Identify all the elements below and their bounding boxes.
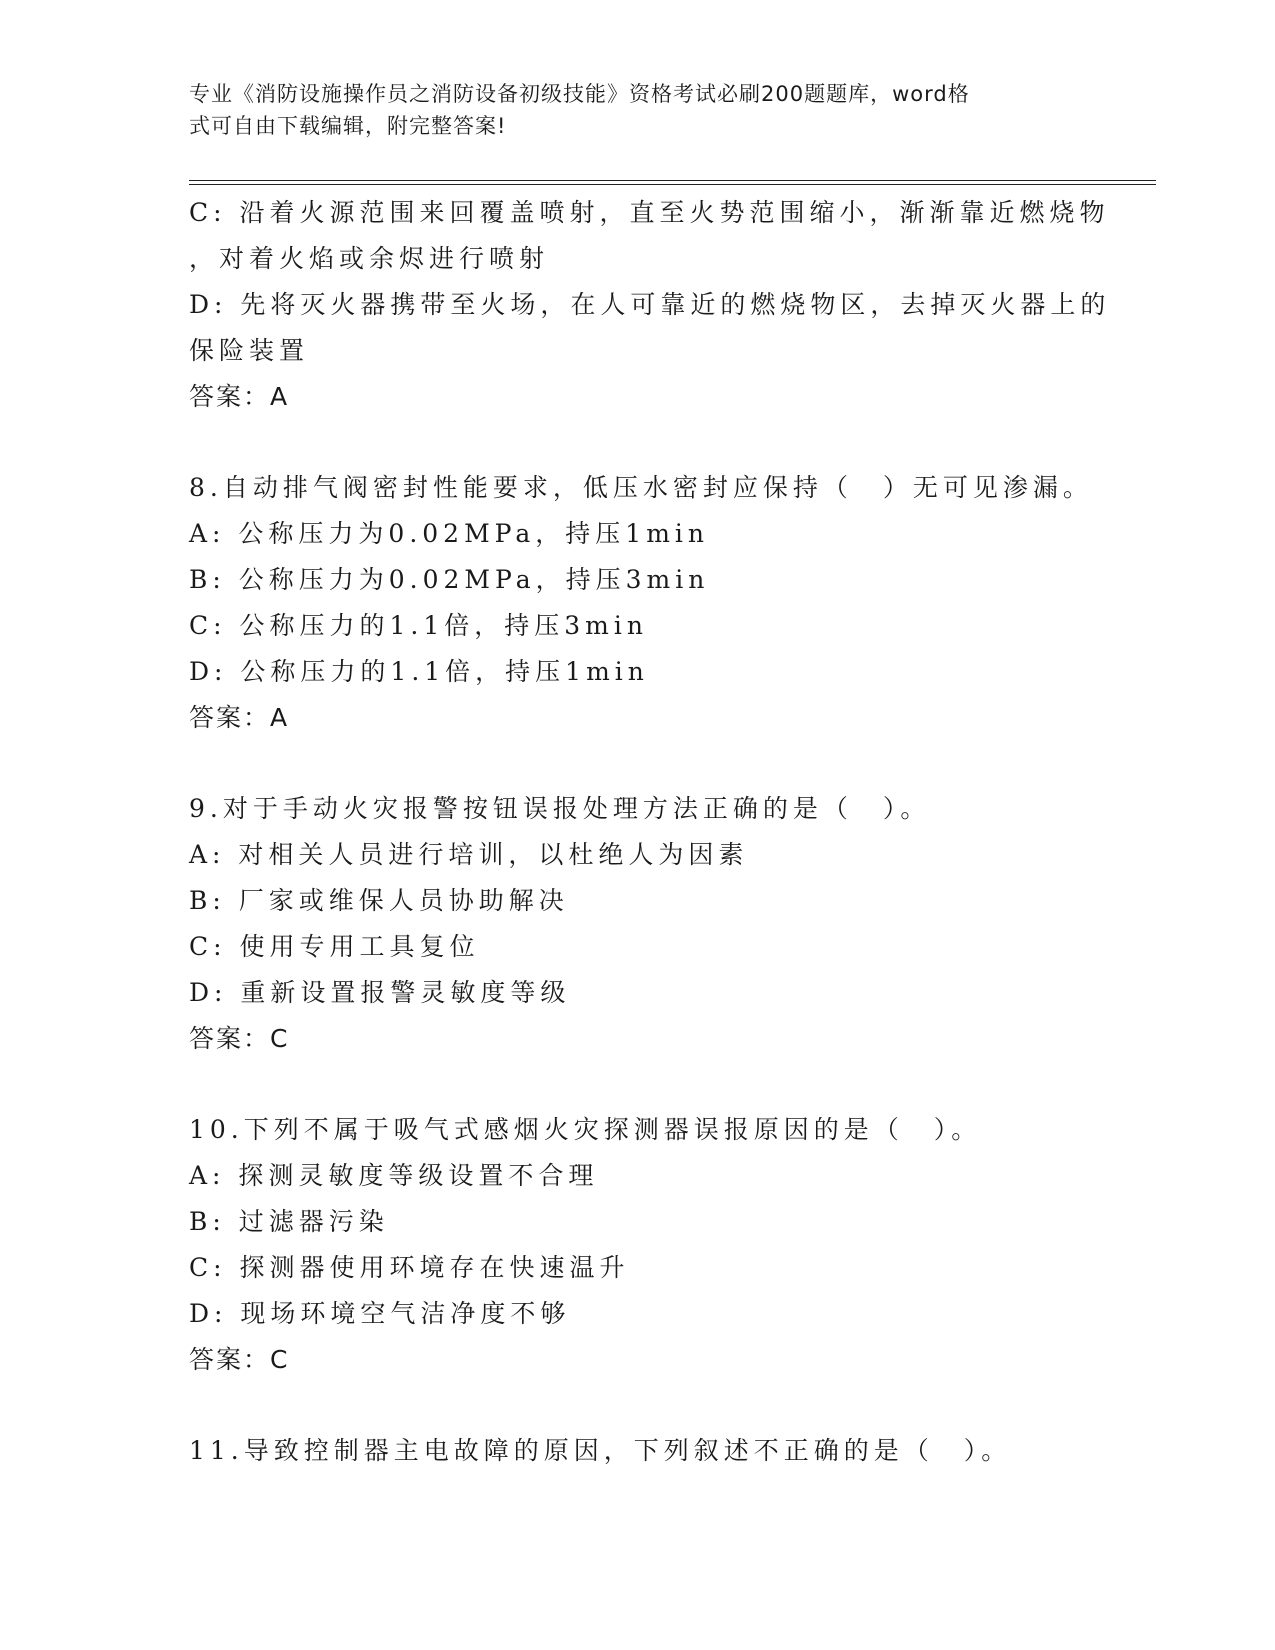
question-text: 9.对于手动火灾报警按钮误报处理方法正确的是（ ）。 [189, 794, 931, 823]
option-b: B: 厂家或维保人员协助解决 [189, 886, 569, 915]
header-divider [189, 180, 1156, 185]
question-text: 10.下列不属于吸气式感烟火灾探测器误报原因的是（ ）。 [189, 1115, 982, 1144]
option-b: B: 公称压力为0.02MPa，持压3min [189, 565, 710, 594]
question-11 [189, 1428, 1089, 1474]
question-text: 11.导致控制器主电故障的原因，下列叙述不正确的是（ ）。 [189, 1436, 1012, 1465]
option-c: C: 公称压力的1.1倍，持压3min [189, 611, 648, 640]
question-8 [189, 465, 1093, 741]
option-a: A: 公称压力为0.02MPa，持压1min [189, 519, 709, 548]
option-d-line-2: 保险装置 [189, 336, 310, 365]
question-7-tail [189, 190, 1111, 420]
option-c-line-1: C: 沿着火源范围来回覆盖喷射，直至火势范围缩小，渐渐靠近燃烧物 [189, 198, 1110, 227]
header-line-1: 专业《消防设施操作员之消防设备初级技能》资格考试必刷200题题库，word格 [189, 82, 970, 106]
answer: 答案：A [189, 703, 290, 732]
header-line-2: 式可自由下载编辑，附完整答案! [189, 114, 507, 138]
option-c-line-2: ，对着火焰或余烬进行喷射 [189, 244, 550, 273]
answer: 答案：A [189, 382, 290, 411]
option-c: C: 使用专用工具复位 [189, 932, 480, 961]
option-a: A: 对相关人员进行培训，以杜绝人为因素 [189, 840, 749, 869]
document-header [189, 78, 1089, 142]
document-body [189, 190, 1111, 1474]
option-a: A: 探测灵敏度等级设置不合理 [189, 1161, 599, 1190]
question-10 [189, 1107, 1089, 1383]
question-text: 8.自动排气阀密封性能要求，低压水密封应保持（ ）无可见渗漏。 [189, 473, 1093, 502]
option-b: B: 过滤器污染 [189, 1207, 389, 1236]
answer: 答案：C [189, 1345, 290, 1374]
option-d: D: 现场环境空气洁净度不够 [189, 1299, 571, 1328]
option-c: C: 探测器使用环境存在快速温升 [189, 1253, 630, 1282]
option-d-line-1: D: 先将灭火器携带至火场，在人可靠近的燃烧物区，去掉灭火器上的 [189, 290, 1111, 319]
option-d: D: 公称压力的1.1倍，持压1min [189, 657, 649, 686]
option-d: D: 重新设置报警灵敏度等级 [189, 978, 571, 1007]
answer: 答案：C [189, 1024, 290, 1053]
question-9 [189, 786, 1089, 1062]
